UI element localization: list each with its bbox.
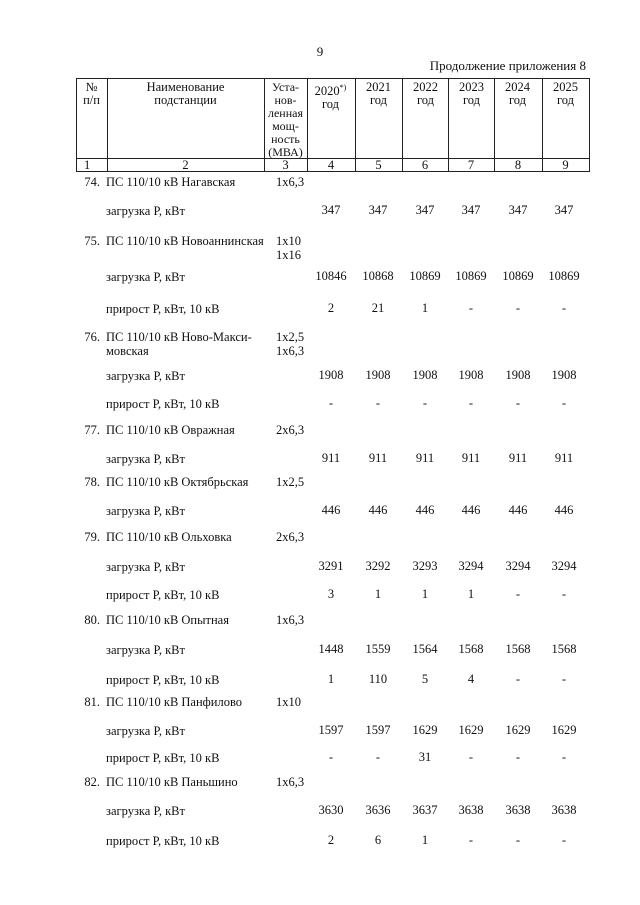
year-value-2024: 347	[508, 203, 528, 217]
year-value-2025: 3294	[551, 559, 577, 573]
year-value-2024: 911	[508, 451, 528, 465]
installed-capacity: 1х10	[276, 695, 301, 709]
year-value-2022: 1564	[412, 642, 438, 656]
year-value-2024: -	[515, 587, 521, 601]
year-value-2023: 911	[461, 451, 481, 465]
year-value-2023: 446	[461, 503, 481, 517]
year-value-2024: 446	[508, 503, 528, 517]
year-value-2024: 3294	[505, 559, 531, 573]
year-value-2020: 446	[321, 503, 341, 517]
year-value-2024: -	[515, 396, 521, 410]
year-value-2022: 31	[418, 750, 432, 764]
year-value-2020: 911	[321, 451, 341, 465]
year-value-2024: -	[515, 301, 521, 315]
year-value-2023: 3294	[458, 559, 484, 573]
year-value-2023: 1568	[458, 642, 484, 656]
installed-capacity: 1х6,3	[276, 613, 305, 627]
year-value-2022: 1629	[412, 723, 438, 737]
year-value-2021: -	[375, 396, 381, 410]
year-value-2020: 1908	[318, 368, 344, 382]
year-value-2022: 446	[415, 503, 435, 517]
header-year-2025: 2025 год	[553, 80, 578, 107]
year-value-2022: 1	[421, 587, 429, 601]
year-value-2021: 1597	[365, 723, 391, 737]
year-value-2025: 446	[554, 503, 574, 517]
column-index-8: 8	[514, 158, 522, 172]
column-index-7: 7	[467, 158, 475, 172]
row-number: 75.	[84, 234, 100, 248]
year-value-2023: -	[468, 750, 474, 764]
load-label: загрузка Р, кВт	[106, 369, 185, 383]
year-value-2021: 347	[368, 203, 388, 217]
year-value-2020: 1597	[318, 723, 344, 737]
year-value-2023: -	[468, 833, 474, 847]
year-value-2022: 1	[421, 301, 429, 315]
year-value-2023: 1629	[458, 723, 484, 737]
year-value-2021: 21	[371, 301, 385, 315]
installed-capacity: 1х6,3	[276, 175, 305, 189]
load-label: загрузка Р, кВт	[106, 560, 185, 574]
year-value-2020: 3630	[318, 803, 344, 817]
substation-name: ПС 110/10 кВ Овражная	[106, 423, 235, 437]
year-value-2021: 110	[368, 672, 388, 686]
header-year-2022: 2022 год	[413, 80, 438, 107]
year-value-2023: 1	[467, 587, 475, 601]
year-value-2024: 1629	[505, 723, 531, 737]
year-value-2022: -	[422, 396, 428, 410]
year-value-2023: 347	[461, 203, 481, 217]
year-value-2025: 1908	[551, 368, 577, 382]
footnote-mark: *)	[339, 83, 347, 92]
installed-capacity: 1х2,5 1х6,3	[276, 330, 305, 358]
row-number: 82.	[84, 775, 100, 789]
year-value-2025: 1629	[551, 723, 577, 737]
year-value-2023: -	[468, 396, 474, 410]
substation-name: ПС 110/10 кВ Октябрьская	[106, 475, 249, 489]
year-value-2025: -	[561, 750, 567, 764]
year-value-2023: 1908	[458, 368, 484, 382]
year-value-2021: 911	[368, 451, 388, 465]
year-value-2025: -	[561, 301, 567, 315]
year-value-2020: -	[328, 396, 334, 410]
year-value-2023: -	[468, 301, 474, 315]
header-year-2024: 2024 год	[505, 80, 530, 107]
growth-label: прирост Р, кВт, 10 кВ	[106, 588, 220, 602]
year-value-2020: 1448	[318, 642, 344, 656]
load-label: загрузка Р, кВт	[106, 643, 185, 657]
growth-label: прирост Р, кВт, 10 кВ	[106, 673, 220, 687]
year-value-2025: -	[561, 396, 567, 410]
load-label: загрузка Р, кВт	[106, 724, 185, 738]
year-value-2021: 6	[374, 833, 382, 847]
table-header	[76, 78, 590, 172]
year-value-2025: -	[561, 672, 567, 686]
substation-name: ПС 110/10 кВ Новоаннинская	[106, 234, 264, 248]
year-value-2021: 10868	[362, 269, 394, 283]
year-value-2022: 911	[415, 451, 435, 465]
column-index-5: 5	[375, 158, 382, 172]
header-year-2020: 2020*) год	[314, 83, 347, 112]
row-number: 80.	[84, 613, 100, 627]
load-label: загрузка Р, кВт	[106, 504, 185, 518]
year-value-2022: 3637	[412, 803, 438, 817]
row-number: 76.	[84, 330, 100, 344]
header-name: Наименование подстанции	[146, 80, 225, 107]
growth-label: прирост Р, кВт, 10 кВ	[106, 302, 220, 316]
installed-capacity: 2х6,3	[276, 530, 305, 544]
year-value-2020: 3291	[318, 559, 344, 573]
growth-label: прирост Р, кВт, 10 кВ	[106, 834, 220, 848]
year-value-2022: 10869	[409, 269, 441, 283]
installed-capacity: 1х2,5	[276, 475, 305, 489]
load-label: загрузка Р, кВт	[106, 270, 185, 284]
year-value-2021: 446	[368, 503, 388, 517]
year-value-2020: 10846	[315, 269, 347, 283]
year-value-2022: 5	[421, 672, 429, 686]
substation-name: ПС 110/10 кВ Ново-Макси- мовская	[106, 330, 252, 358]
year-value-2021: -	[375, 750, 381, 764]
year-value-2025: 3638	[551, 803, 577, 817]
page-number: 9	[316, 44, 324, 59]
year-value-2025: 10869	[548, 269, 580, 283]
year-value-2024: -	[515, 833, 521, 847]
growth-label: прирост Р, кВт, 10 кВ	[106, 397, 220, 411]
substation-name: ПС 110/10 кВ Панфилово	[106, 695, 243, 709]
column-index-4: 4	[327, 158, 335, 172]
year-value-2021: 1559	[365, 642, 391, 656]
year-value-2025: 1568	[551, 642, 577, 656]
installed-capacity: 1х6,3	[276, 775, 305, 789]
year-value-2023: 3638	[458, 803, 484, 817]
year-value-2022: 1908	[412, 368, 438, 382]
header-year-2021: 2021 год	[366, 80, 391, 107]
year-value-2024: 1908	[505, 368, 531, 382]
row-number: 78.	[84, 475, 100, 489]
header-year-2023: 2023 год	[459, 80, 484, 107]
year-value-2024: -	[515, 672, 521, 686]
year-value-2025: -	[561, 833, 567, 847]
year-value-2020: 2	[327, 301, 335, 315]
row-number: 77.	[84, 423, 100, 437]
substation-name: ПС 110/10 кВ Опытная	[106, 613, 229, 627]
column-index-9: 9	[562, 158, 569, 172]
substation-name: ПС 110/10 кВ Паньшино	[106, 775, 238, 789]
load-label: загрузка Р, кВт	[106, 804, 185, 818]
year-value-2021: 1908	[365, 368, 391, 382]
year-value-2020: -	[328, 750, 334, 764]
year-value-2024: 10869	[502, 269, 534, 283]
year-value-2025: 911	[554, 451, 574, 465]
substation-name: ПС 110/10 кВ Нагавская	[106, 175, 236, 189]
load-label: загрузка Р, кВт	[106, 204, 185, 218]
year-value-2021: 1	[374, 587, 382, 601]
year-value-2022: 3293	[412, 559, 438, 573]
column-index-2: 2	[182, 158, 189, 172]
year-value-2024: 1568	[505, 642, 531, 656]
year-value-2021: 3292	[365, 559, 391, 573]
year-value-2022: 347	[415, 203, 435, 217]
row-number: 81.	[84, 695, 100, 709]
installed-capacity: 1х10 1х16	[276, 234, 301, 262]
year-value-2020: 3	[327, 587, 335, 601]
year-value-2020: 347	[321, 203, 341, 217]
year-value-2020: 2	[327, 833, 335, 847]
column-index-3: 3	[282, 158, 289, 172]
header-capacity: Уста- нов- ленная мощ- ность (МВА)	[267, 80, 303, 159]
year-value-2025: 347	[554, 203, 574, 217]
year-value-2022: 1	[421, 833, 429, 847]
row-number: 74.	[84, 175, 100, 189]
year-value-2020: 1	[327, 672, 335, 686]
row-number: 79.	[84, 530, 100, 544]
continuation-title: Продолжение приложения 8	[429, 58, 586, 73]
installed-capacity: 2х6,3	[276, 423, 305, 437]
header-num: № п/п	[83, 80, 100, 107]
year-value-2025: -	[561, 587, 567, 601]
year-value-2024: -	[515, 750, 521, 764]
year-value-2021: 3636	[365, 803, 391, 817]
growth-label: прирост Р, кВт, 10 кВ	[106, 751, 220, 765]
substation-name: ПС 110/10 кВ Ольховка	[106, 530, 232, 544]
year-value-2023: 10869	[455, 269, 487, 283]
column-index-6: 6	[421, 158, 429, 172]
year-value-2024: 3638	[505, 803, 531, 817]
load-label: загрузка Р, кВт	[106, 452, 185, 466]
column-index-1: 1	[84, 158, 91, 172]
year-value-2023: 4	[467, 672, 475, 686]
